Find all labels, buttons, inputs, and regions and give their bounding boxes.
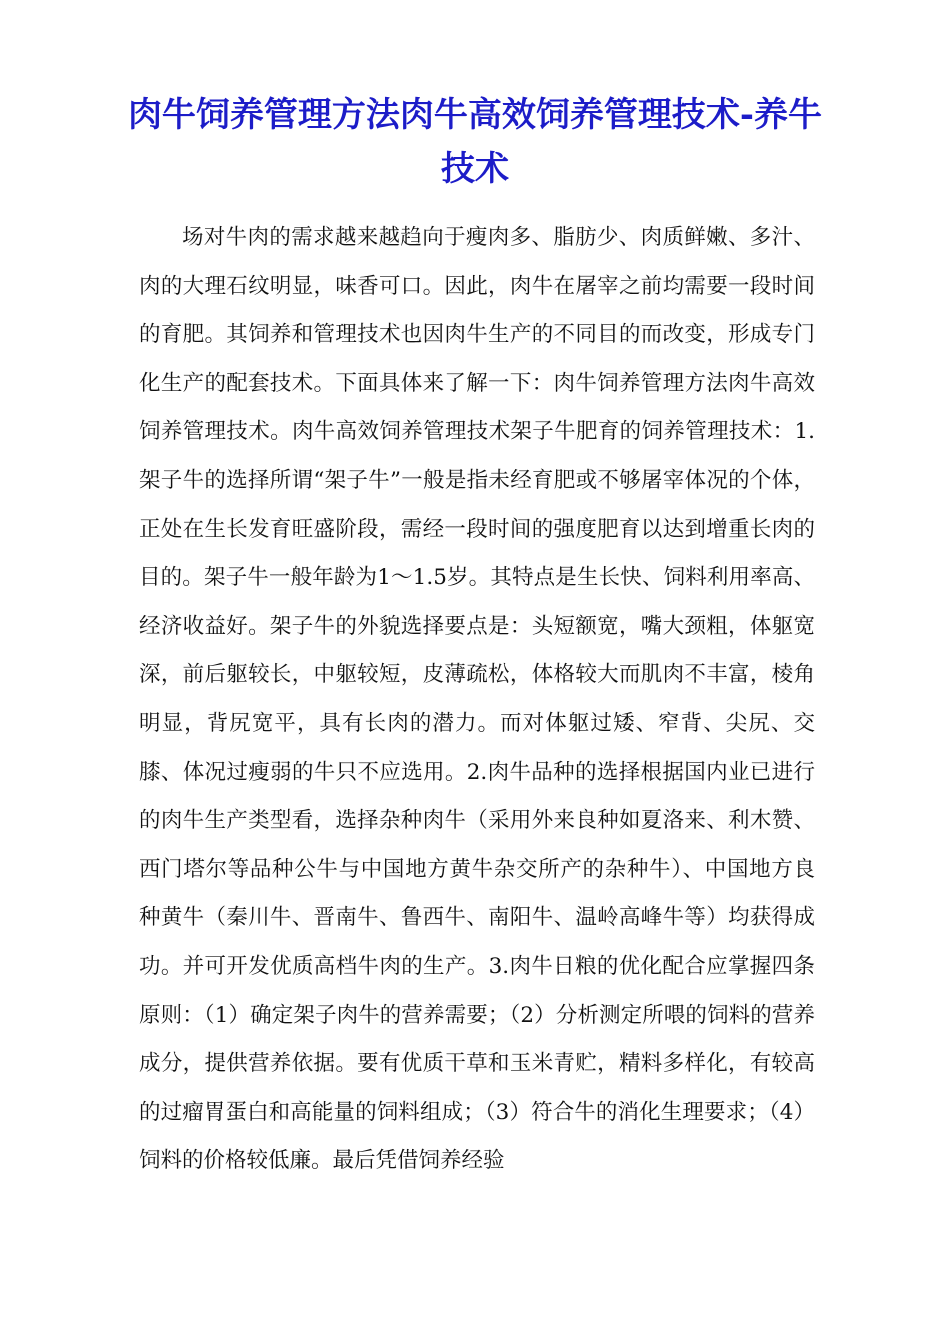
document-title: 肉牛饲养管理方法肉牛高效饲养管理技术-养牛技术 <box>127 95 823 189</box>
document-body-paragraph: 场对牛肉的需求越来越趋向于瘦肉多、脂肪少、肉质鲜嫩、多汁、肉的大理石纹明显，味香可口。因此，肉牛在屠宰之前均需要一段时间的育肥。其饲养和管理技术也因肉牛生产的不同目的而改变，形成专门化生产的配套技术。下面具体来了解一下：肉牛饲养管理方法肉牛高效饲养管理技术。肉牛高效饲养管理技术架子牛肥育的饲养管理技术：1.架子牛的选择所谓“架子牛”一般是指未经育肥或不够屠宰体况的个体，正处在生长发育旺盛阶段，需经一段时间的强度肥育以达到增重长肉的目的。架子牛一般年龄为1～1.5岁。其特点是生长快、饲料利用率高、经济收益好。架子牛的外貌选择要点是：头短额宽，嘴大颈粗，体躯宽深，前后躯较长，中躯较短，皮薄疏松，体格较大而肌肉不丰富，棱角明显，背尻宽平，具有长肉的潜力。而对体躯过矮、窄背、尖尻、交膝、体况过瘦弱的牛只不应选用。2.肉牛品种的选择根据国内业已进行的肉牛生产类型看，选择杂种肉牛（采用外来良种如夏洛来、利木赞、西门塔尔等品种公牛与中国地方黄牛杂交所产的杂种牛）、中国地方良种黄牛（秦川牛、晋南牛、鲁西牛、南阳牛、温岭高峰牛等）均获得成功。并可开发优质高档牛肉的生产。3.肉牛日粮的优化配合应掌握四条原则：（1）确定架子肉牛的营养需要；（2）分析测定所喂的饲料的营养成分，提供营养依据。要有优质干草和玉米青贮，精料多样化，有较高的过瘤胃蛋白和高能量的饲料组成；（3）符合牛的消化生理要求；（4）饲料的价格较低廉。最后凭借饲养经验 <box>139 225 815 1174</box>
